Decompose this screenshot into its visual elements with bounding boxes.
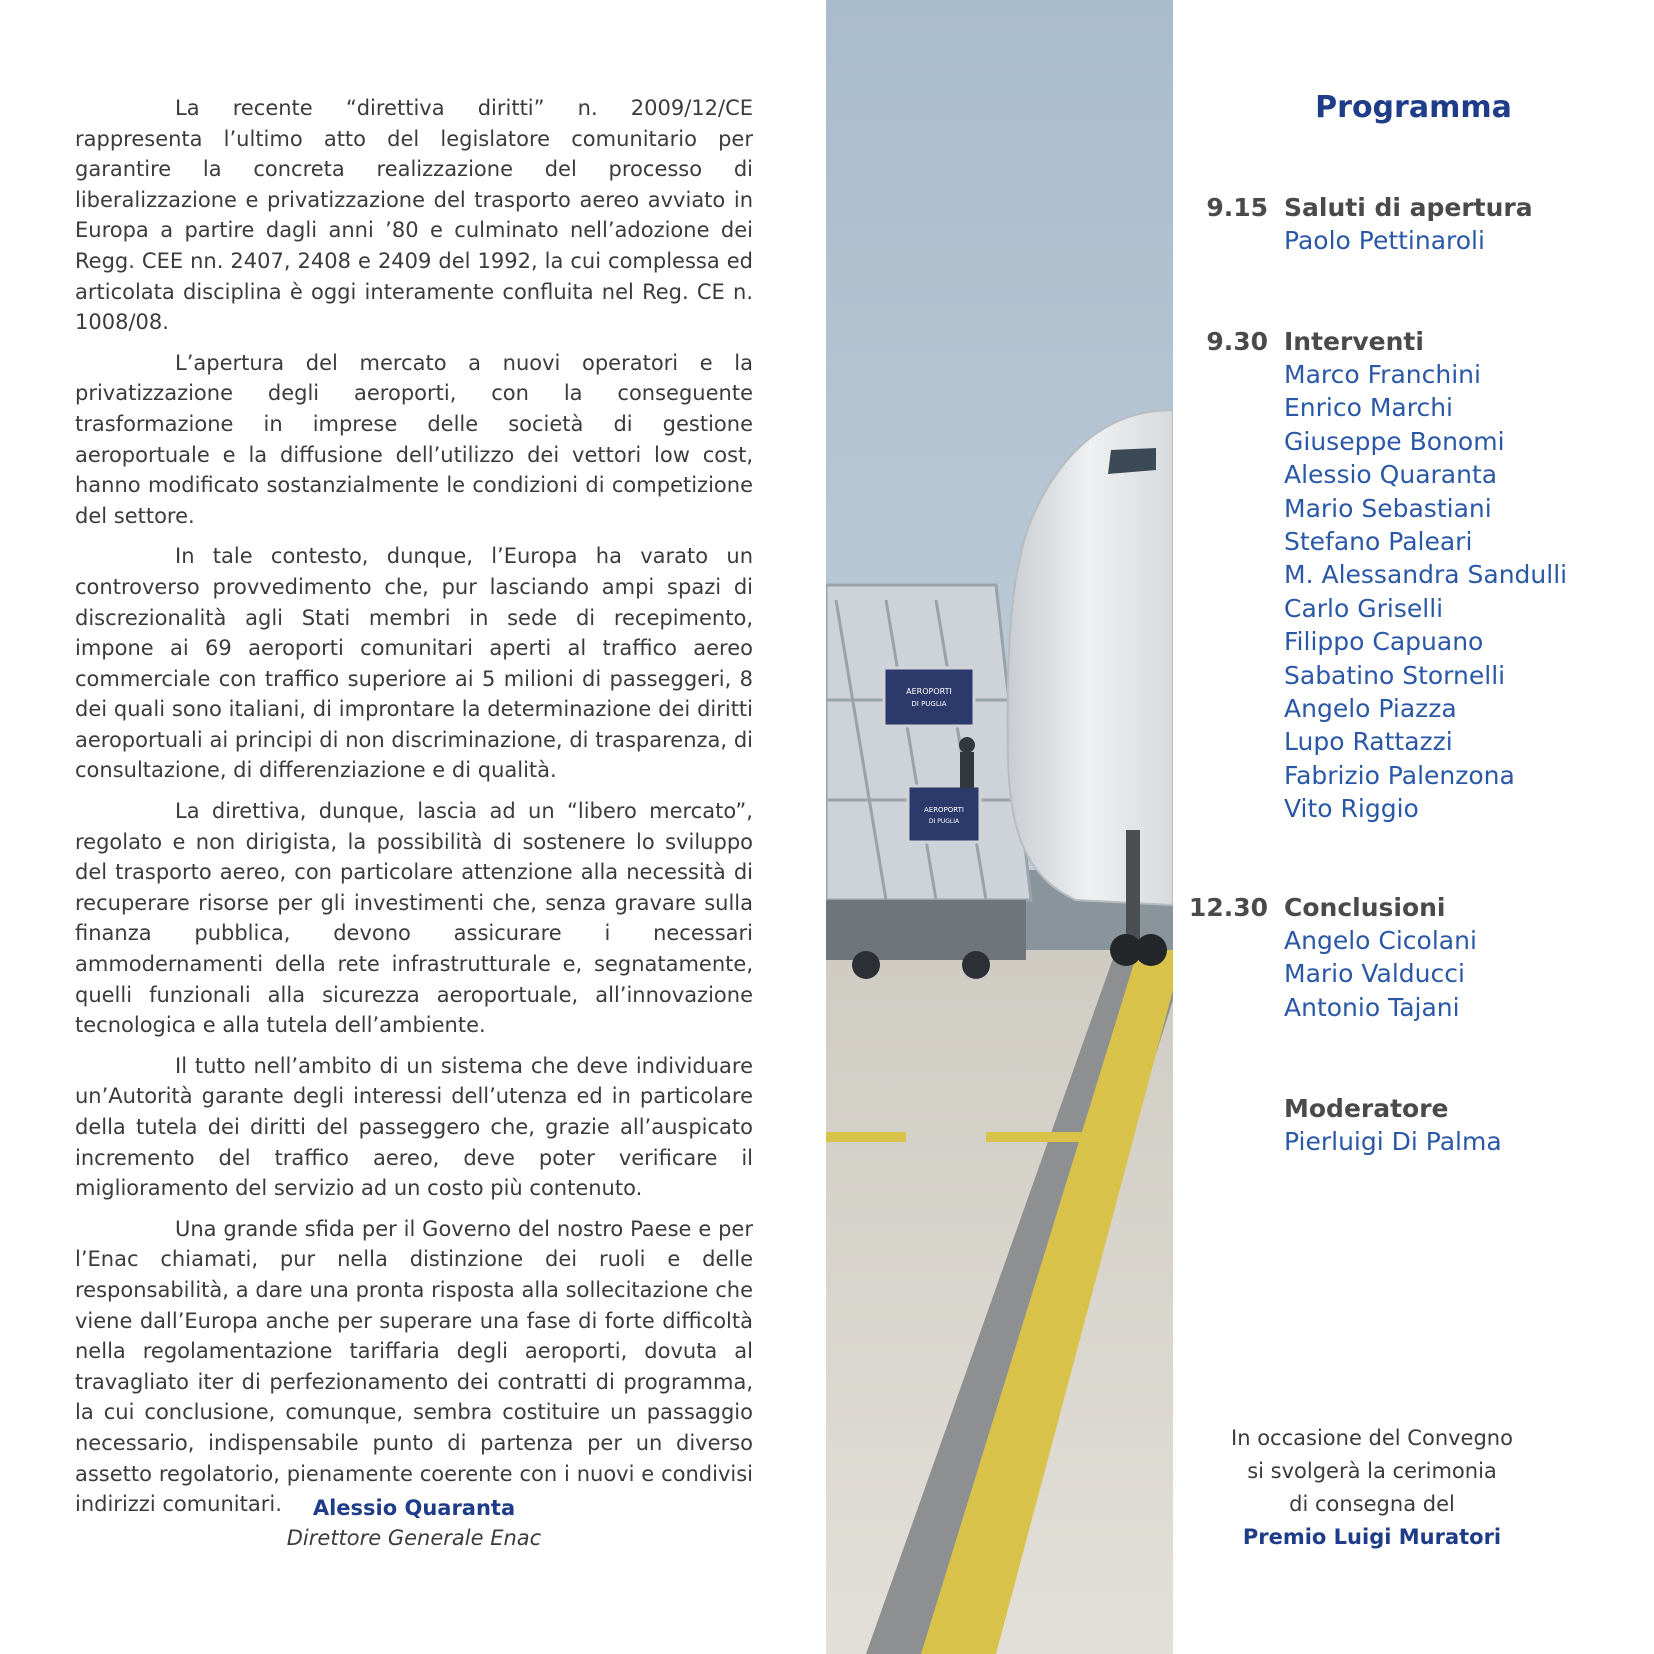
svg-text:DI PUGLIA: DI PUGLIA <box>928 818 960 825</box>
article-paragraph-1: La recente “direttiva diritti” n. 2009/12/CE rappresenta l’ultimo atto del legislatore comunitario per garantire la concreta realizzazione del processo di liberalizzazione e privatizzazione del trasporto aereo avviato in Europa a partire dagli anni ’80 e culminato nell’adozione dei Regg. CEE nn. 2407, 2408 e 2409 del 1992, la cui complessa ed articolata disciplina è oggi interamente confluita nel Reg. CE n. 1008/08. <box>75 96 753 335</box>
award-note-line: di consegna del <box>1289 1492 1455 1516</box>
stair-sign-2: AEROPORTI <box>923 806 965 814</box>
speaker-name: Angelo Piazza <box>1284 694 1457 724</box>
speaker-name: Vito Riggio <box>1284 794 1419 824</box>
speaker-name: M. Alessandra Sandulli <box>1284 560 1568 590</box>
stair-sign-1: AEROPORTI <box>906 687 952 696</box>
speaker-list <box>1284 224 1485 257</box>
article-paragraph-4: La direttiva, dunque, lascia ad un “libero mercato”, regolato e non dirigista, la possibilità di sostenere lo sviluppo del trasporto aereo, con particolare attenzione alla necessità di recuperare risorse per gli investimenti che, senza gravare sulla finanza pubblica, devono assicurare i necessari ammodernamenti della rete infrastrutturale e, segnatamente, quelli funzionali alla sicurezza aeroportuale, all’innovazione tecnologica e alla tutela dell’ambiente. <box>75 799 753 1038</box>
award-note-line: In occasione del Convegno <box>1231 1426 1513 1450</box>
speaker-name: Paolo Pettinaroli <box>1284 226 1485 255</box>
session-label: Saluti di apertura <box>1284 193 1533 222</box>
award-note <box>1173 1422 1571 1554</box>
article-paragraph-2: L’apertura del mercato a nuovi operatori e la privatizzazione degli aeroporti, con la conseguente trasformazione in imprese delle società di gestione aeroportuale e la diffusione dell’utilizzo dei vettori low cost, hanno modificato sostanzialmente le condizioni di competizione del settore. <box>75 350 753 528</box>
article-column <box>75 93 753 1530</box>
signature-name: Alessio Quaranta <box>312 1496 516 1520</box>
speaker-list <box>1284 924 1477 1024</box>
article-paragraph-5: Il tutto nell’ambito di un sistema che deve individuare un’Autorità garante degli interessi dell’utenza ed in particolare della tutela dei diritti del passeggero che, grazie all’auspicato incremento del traffico aereo, deve poter verificare il miglioramento del servizio ad un costo più contenuto. <box>75 1053 753 1201</box>
session-label: Conclusioni <box>1284 893 1446 922</box>
article-paragraph-3: In tale contesto, dunque, l’Europa ha varato un controverso provvedimento che, pur lasciando ampi spazi di discrezionalità agli Stati membri in sede di recepimento, impone ai 69 aeroporti comunitari aperti al traffico aereo commerciale con traffico superiore ai 5 milioni di passeggeri, 8 dei quali sono italiani, di improntare la determinazione dei diritti aeroportuali ai principi di non discriminazione, di trasparenza, di consultazione, di differenziazione e di qualità. <box>75 544 753 783</box>
award-note-line: si svolgerà la cerimonia <box>1247 1459 1497 1483</box>
speaker-name: Lupo Rattazzi <box>1284 727 1453 757</box>
speaker-name: Stefano Paleari <box>1284 527 1473 557</box>
session-time: 9.30 <box>1206 327 1268 356</box>
session-label: Interventi <box>1284 327 1424 356</box>
speaker-name: Fabrizio Palenzona <box>1284 760 1515 790</box>
session-time: 12.30 <box>1188 893 1268 922</box>
speaker-name: Mario Sebastiani <box>1284 493 1492 523</box>
speaker-name: Antonio Tajani <box>1284 992 1460 1022</box>
svg-text:DI PUGLIA: DI PUGLIA <box>911 700 947 708</box>
speaker-name: Alessio Quaranta <box>1284 460 1498 490</box>
airport-photo <box>826 0 1173 1654</box>
signature-role: Direttore Generale Enac <box>286 1526 542 1550</box>
speaker-name: Enrico Marchi <box>1284 393 1454 423</box>
speaker-name: Sabatino Stornelli <box>1284 660 1506 690</box>
signature-block <box>75 1493 753 1553</box>
session-time: 9.15 <box>1206 193 1268 222</box>
speaker-name: Pierluigi Di Palma <box>1284 1127 1502 1156</box>
speaker-name: Carlo Griselli <box>1284 593 1444 623</box>
speaker-name: Marco Franchini <box>1284 360 1481 389</box>
speaker-name: Mario Valducci <box>1284 959 1465 989</box>
speaker-list <box>1284 358 1567 826</box>
speaker-name: Filippo Capuano <box>1284 627 1484 657</box>
programme-title: Programma <box>1315 90 1512 125</box>
article-paragraph-6: Una grande sfida per il Governo del nostro Paese e per l’Enac chiamati, pur nella distinzione dei ruoli e delle responsabilità, a dare una pronta risposta alla sollecitazione che viene dall’Europa anche per superare una fase di forte difficoltà nella regolamentazione tariffaria degli aeroporti, dovuta al travagliato iter di perfezionamento dei contratti di programma, la cui conclusione, comunque, sembra costituire un passaggio necessario, indispensabile punto di partenza per un diverso assetto regolatorio, pienamente coerente con i nuovi e condivisi indirizzi comunitari. <box>75 1216 753 1517</box>
session-label: Moderatore <box>1284 1094 1449 1123</box>
speaker-list <box>1284 1125 1502 1158</box>
award-prize-name: Premio Luigi Muratori <box>1242 1525 1502 1549</box>
speaker-name: Giuseppe Bonomi <box>1284 426 1505 456</box>
speaker-name: Angelo Cicolani <box>1284 926 1477 955</box>
